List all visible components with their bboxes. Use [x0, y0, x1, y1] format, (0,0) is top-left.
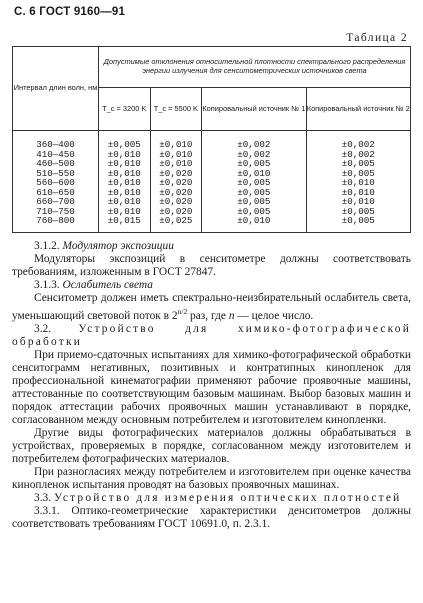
paragraph-modulator: Модуляторы экспозиций в сенситометре должны соответствовать требованиям, изложенным в ГОСТ 27847.	[12, 253, 411, 278]
column-header-5500k: T_c = 5500 K	[150, 88, 202, 131]
exponent: n/2	[177, 307, 188, 316]
cell-deviation: ±0,010	[150, 131, 202, 150]
cell-interval: 410—450	[13, 150, 99, 160]
cell-deviation: ±0,010	[99, 159, 151, 169]
cell-deviation: ±0,025	[150, 216, 202, 232]
cell-interval: 510—550	[13, 169, 99, 179]
section-3-2-heading	[12, 323, 411, 349]
section-number: 3.3.	[34, 491, 52, 504]
cell-deviation: ±0,010	[202, 216, 306, 232]
cell-deviation: ±0,002	[202, 150, 306, 160]
cell-deviation: ±0,005	[306, 169, 410, 179]
cell-deviation: ±0,005	[306, 159, 410, 169]
cell-interval: 710—750	[13, 207, 99, 217]
section-3-1-2-heading	[12, 240, 411, 253]
table-row	[13, 131, 411, 150]
cell-deviation: ±0,010	[99, 188, 151, 198]
deviation-group-header: Допустимые отклонения относительной плотности спектрального распределения энергии излучения для сенситометрических источников света	[99, 47, 411, 88]
section-number: 3.2.	[34, 322, 52, 335]
cell-interval: 760—800	[13, 216, 99, 232]
table-label: Таблица 2	[346, 32, 408, 44]
section-title: Ослабитель света	[62, 279, 153, 291]
cell-deviation: ±0,010	[150, 150, 202, 160]
section-3-1-3-heading	[12, 279, 411, 292]
cell-deviation: ±0,010	[150, 159, 202, 169]
tolerance-table	[12, 46, 411, 233]
cell-deviation: ±0,005	[202, 197, 306, 207]
cell-deviation: ±0,005	[202, 159, 306, 169]
paragraph-disagreements: При разногласиях между потребителем и изготовителем при оценке качества кинопленок испытания проводят на базовых проявочных машинах.	[12, 465, 411, 491]
section-number: 3.1.2.	[34, 240, 60, 252]
cell-interval: 560—600	[13, 178, 99, 188]
paragraph-text: — целое число.	[234, 309, 314, 322]
table-body	[13, 131, 411, 233]
cell-deviation: ±0,005	[202, 178, 306, 188]
cell-interval: 360—400	[13, 131, 99, 150]
cell-deviation: ±0,002	[202, 131, 306, 150]
column-header-copy-source-2: Копировальный источник № 2	[306, 88, 410, 131]
cell-deviation: ±0,002	[306, 150, 410, 160]
cell-interval: 610—650	[13, 188, 99, 198]
table-row	[13, 216, 411, 232]
interval-column-header: Интервал длин волн, нм	[13, 47, 99, 131]
paragraph-processing-machines: При приемо-сдаточных испытаниях для химико-фотографической обработки сенситограмм негативных, позитивных и контратипных кинопленок для профессиональной кинематографии применяют рабочие проявочные машины, аттестованные по соответствующим базовым машинам. Выбор базовых машин и порядок аттестации рабочих проявочных машин устанавливают в порядке, согласованном между основным потребителем и изготовителем кинопленки.	[12, 348, 411, 426]
cell-deviation: ±0,010	[306, 178, 410, 188]
cell-deviation: ±0,005	[306, 216, 410, 232]
section-number: 3.1.3.	[34, 279, 60, 291]
cell-interval: 660—700	[13, 197, 99, 207]
cell-deviation: ±0,020	[150, 188, 202, 198]
cell-deviation: ±0,002	[306, 131, 410, 150]
cell-deviation: ±0,010	[99, 178, 151, 188]
cell-interval: 460—500	[13, 159, 99, 169]
paragraph-text: раз, где	[187, 309, 229, 322]
cell-deviation: ±0,010	[306, 197, 410, 207]
cell-deviation: ±0,020	[150, 197, 202, 207]
cell-deviation: ±0,005	[202, 188, 306, 198]
cell-deviation: ±0,005	[202, 207, 306, 217]
paragraph-densitometers: 3.3.1. Оптико-геометрические характеристики денситометров должны соответствовать требованиям ГОСТ 10691.0, п. 2.3.1.	[12, 504, 411, 530]
section-title: Модулятор экспозиции	[62, 240, 174, 252]
cell-deviation: ±0,005	[306, 207, 410, 217]
cell-deviation: ±0,005	[99, 131, 151, 150]
cell-deviation: ±0,010	[99, 197, 151, 207]
variable-n: n	[228, 309, 235, 322]
paragraph-other-materials: Другие виды фотографических материалов должны обрабатываться в устройствах, проверяемых в порядке, согласованном между изготовителем и потребителем фотографических материалов.	[12, 426, 411, 465]
paragraph-text: Сенситометр должен иметь спектрально-неизбирательный ослабитель света, уменьшающий световой поток в 2	[12, 292, 411, 322]
cell-deviation: ±0,010	[99, 207, 151, 217]
section-title: Устройство для измерения оптических плотностей	[53, 491, 402, 504]
cell-deviation: ±0,020	[150, 207, 202, 217]
column-header-3200k: T_c = 3200 K	[99, 88, 151, 131]
cell-deviation: ±0,020	[150, 178, 202, 188]
cell-deviation: ±0,010	[202, 169, 306, 179]
document-body	[12, 240, 411, 531]
cell-deviation: ±0,015	[99, 216, 151, 232]
cell-deviation: ±0,010	[306, 188, 410, 198]
cell-deviation: ±0,010	[99, 169, 151, 179]
cell-deviation: ±0,020	[150, 169, 202, 179]
paragraph-attenuator	[12, 292, 411, 323]
page-header: С. 6 ГОСТ 9160—91	[14, 6, 126, 18]
section-title: Устройство для химико-фотографической обработки	[12, 322, 411, 348]
section-3-3-heading	[12, 492, 411, 505]
cell-deviation: ±0,010	[99, 150, 151, 160]
column-header-copy-source-1: Копировальный источник № 1	[202, 88, 306, 131]
